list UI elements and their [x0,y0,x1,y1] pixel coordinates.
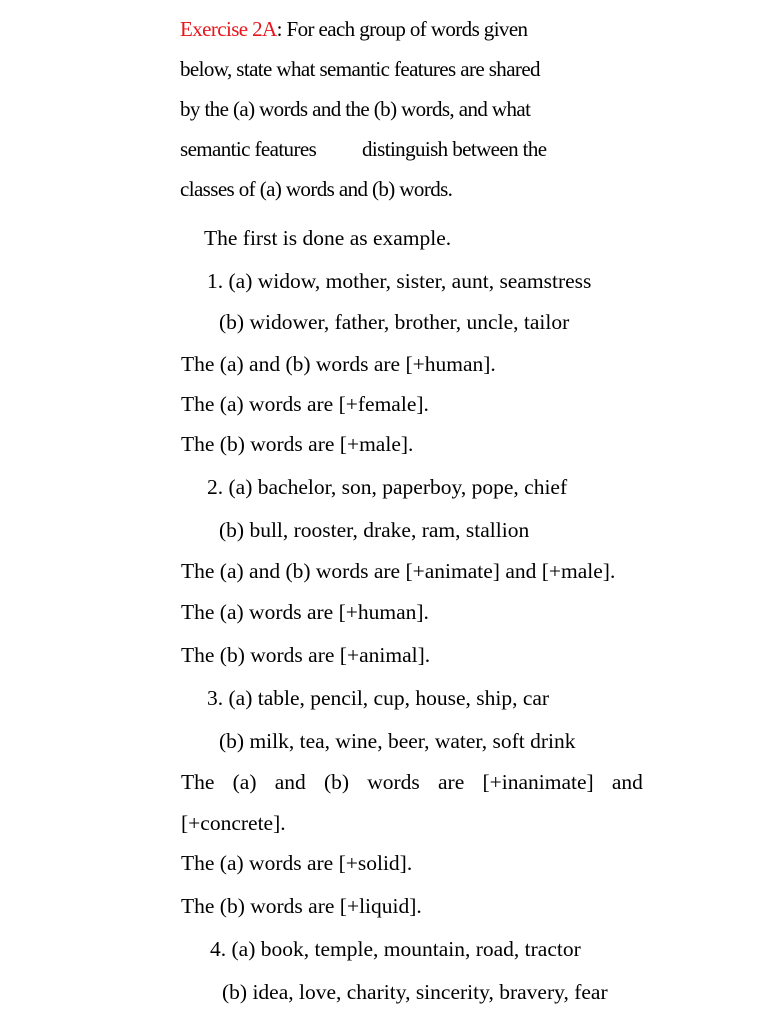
group-2-b-words: (b) bull, rooster, drake, ram, stallion [219,518,530,542]
word: (a) [232,770,257,794]
group-2-answer: The (b) words are [+animal]. [181,643,431,667]
group-3-a-words: 3. (a) table, pencil, cup, house, ship, car [207,686,550,710]
word: [+inanimate] [482,770,594,794]
intro-line-part: semantic features [180,137,317,161]
intro-line: below, state what semantic features are shared [180,57,540,81]
group-4-a-words: 4. (a) book, temple, mountain, road, tractor [210,937,581,961]
word: (b) [323,770,350,794]
group-2-a-words: 2. (a) bachelor, son, paperboy, pope, chief [207,475,568,499]
intro-line: classes of (a) words and (b) words. [180,177,453,201]
group-1-answer: The (a) words are [+female]. [181,392,429,416]
word: and [274,770,306,794]
group-1-answer: The (b) words are [+male]. [181,432,414,456]
group-3-answer-justified [181,772,643,794]
word: are [438,770,465,794]
intro-line-part: distinguish between the [362,137,547,161]
intro-line: by the (a) words and the (b) words, and what [180,97,531,121]
group-3-answer: [+concrete]. [181,811,286,835]
group-3-b-words: (b) milk, tea, wine, beer, water, soft drink [219,729,576,753]
group-2-answer: The (a) words are [+human]. [181,600,429,624]
exercise-intro-first: : For each group of words given [276,17,528,41]
group-2-answer: The (a) and (b) words are [+animate] and [+male]. [181,559,616,583]
group-1-answer: The (a) and (b) words are [+human]. [181,352,496,376]
exercise-heading [180,19,527,40]
group-4-b-words: (b) idea, love, charity, sincerity, bravery, fear [222,980,608,1004]
word: and [611,770,643,794]
exercise-label: Exercise 2A [180,17,277,41]
word: words [367,770,420,794]
group-1-b-words: (b) widower, father, brother, uncle, tailor [219,310,570,334]
word: The [181,770,215,794]
group-3-answer: The (a) words are [+solid]. [181,851,413,875]
example-note: The first is done as example. [204,226,452,250]
group-1-a-words: 1. (a) widow, mother, sister, aunt, seamstress [207,269,592,293]
group-3-answer: The (b) words are [+liquid]. [181,894,422,918]
